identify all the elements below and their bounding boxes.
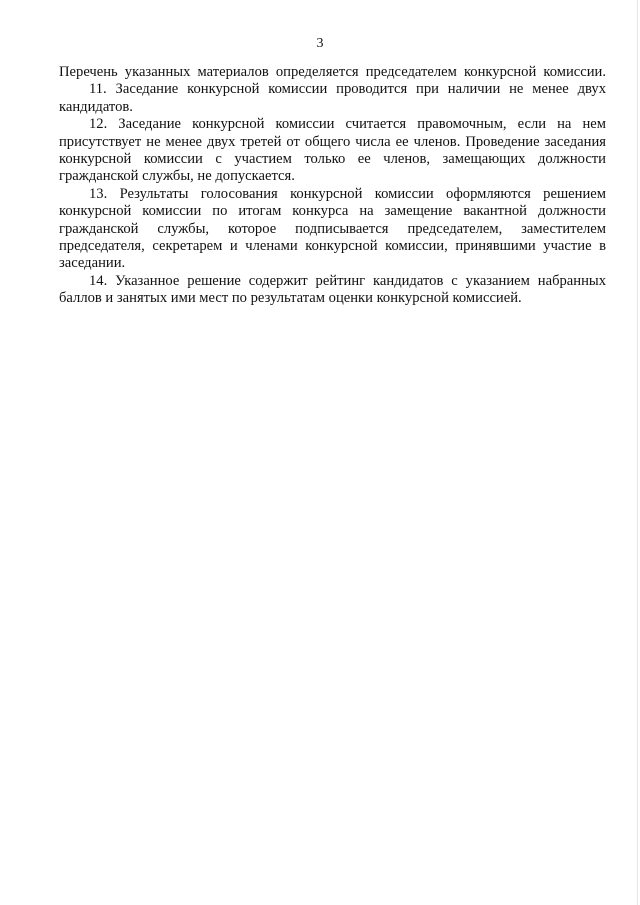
page-number: 3 — [316, 36, 324, 51]
scan-edge — [637, 0, 638, 905]
paragraph-11: 11. Заседание конкурсной комиссии проводится при наличии не менее двух кандидатов. — [59, 81, 606, 115]
paragraph-13: 13. Результаты голосования конкурсной комиссии оформляются решением конкурсной комиссии по итогам конкурса на замещение вакантной должности гражданской службы, которое подписывается председателем, заместителем председателя, секретарем и членами конкурсной комиссии, принявшими участие в заседании. — [59, 185, 606, 272]
document-body — [59, 64, 606, 308]
paragraph-12: 12. Заседание конкурсной комиссии считается правомочным, если на нем присутствует не менее двух третей от общего числа ее членов. Проведение заседания конкурсной комиссии с участием только ее членов, замещающих должности гражданской службы, не допускается. — [59, 116, 606, 185]
paragraph-materials-list: Перечень указанных материалов определяется председателем конкурсной комиссии. — [59, 64, 606, 80]
paragraph-14: 14. Указанное решение содержит рейтинг кандидатов с указанием набранных баллов и занятых ими мест по результатам оценки конкурсной комиссией. — [59, 272, 606, 307]
